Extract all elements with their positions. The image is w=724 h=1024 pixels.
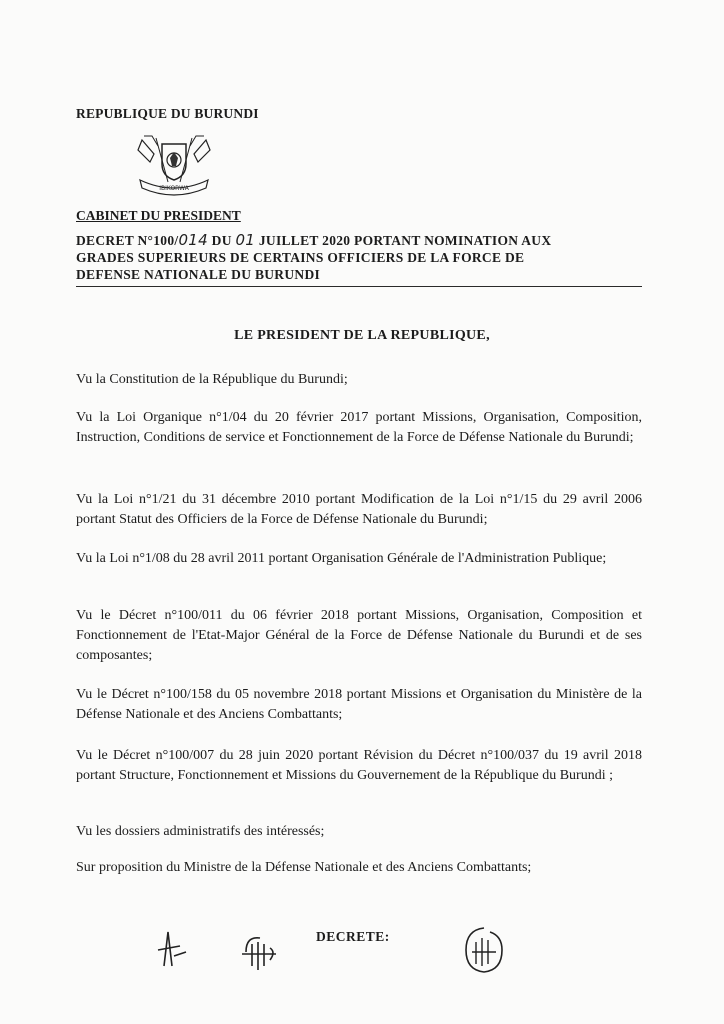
decree-line1-rest: JUILLET 2020 PORTANT NOMINATION AUX [258,233,552,248]
decree-day-handwritten: 01 [235,231,256,249]
paragraph-constitution: Vu la Constitution de la République du Burundi; [76,372,348,387]
paragraph-decret-100-011: Vu le Décret n°100/011 du 06 février 2018 portant Missions, Organisation, Composition et Fonctionnement de l'Etat-Major Général de la Force de Défense Nationale du Burundi et de ses composantes; [76,608,642,663]
cabinet-heading: CABINET DU PRESIDENT [76,208,241,223]
paragraph-decret-100-007: Vu le Décret n°100/007 du 28 juin 2020 portant Révision du Décret n°100/037 du 19 avril 2018 portant Structure, Fonctionnement et Missions du Gouvernement de la République du Burundi ; [76,748,642,783]
decree-title-line-3: DEFENSE NATIONALE DU BURUNDI [76,267,321,282]
paragraph-loi-organique: Vu la Loi Organique n°1/04 du 20 février 2017 portant Missions, Organisation, Composition, Instruction, Conditions de service et Fonctionnement de la Force de Défense Nationale du Burundi; [76,410,642,445]
paragraph-loi-1-08: Vu la Loi n°1/08 du 28 avril 2011 portant Organisation Générale de l'Administration Publique; [76,551,607,566]
president-heading: LE PRESIDENT DE LA REPUBLIQUE, [234,328,490,343]
decree-prefix: DECRET N°100/ [76,233,179,248]
paragraph-decret-100-158: Vu le Décret n°100/158 du 05 novembre 2018 portant Missions et Organisation du Ministère de la Défense Nationale et des Anciens Combattants; [76,687,642,722]
burundi-coat-of-arms-icon [132,132,216,198]
decree-du: DU [211,233,232,248]
paragraph-proposition: Sur proposition du Ministre de la Défense Nationale et des Anciens Combattants; [76,860,532,875]
decree-title [76,232,642,287]
decree-title-line-2: GRADES SUPERIEURS DE CERTAINS OFFICIERS DE LA FORCE DE [76,250,525,265]
decree-title-line-1 [76,232,642,249]
initial-signature-2-icon [236,930,282,974]
paragraph-dossiers: Vu les dossiers administratifs des intéressés; [76,824,325,839]
decree-number-handwritten: 014 [178,231,208,249]
initial-signature-3-icon [458,922,510,978]
decrete-label: DECRETE: [316,929,390,944]
initial-signature-1-icon [150,926,194,970]
emblem-motto: IBIKORWA [159,185,189,192]
country-heading: REPUBLIQUE DU BURUNDI [76,106,259,121]
paragraph-loi-1-21: Vu la Loi n°1/21 du 31 décembre 2010 portant Modification de la Loi n°1/15 du 29 avril 2006 portant Statut des Officiers de la Force de Défense Nationale du Burundi; [76,492,642,527]
